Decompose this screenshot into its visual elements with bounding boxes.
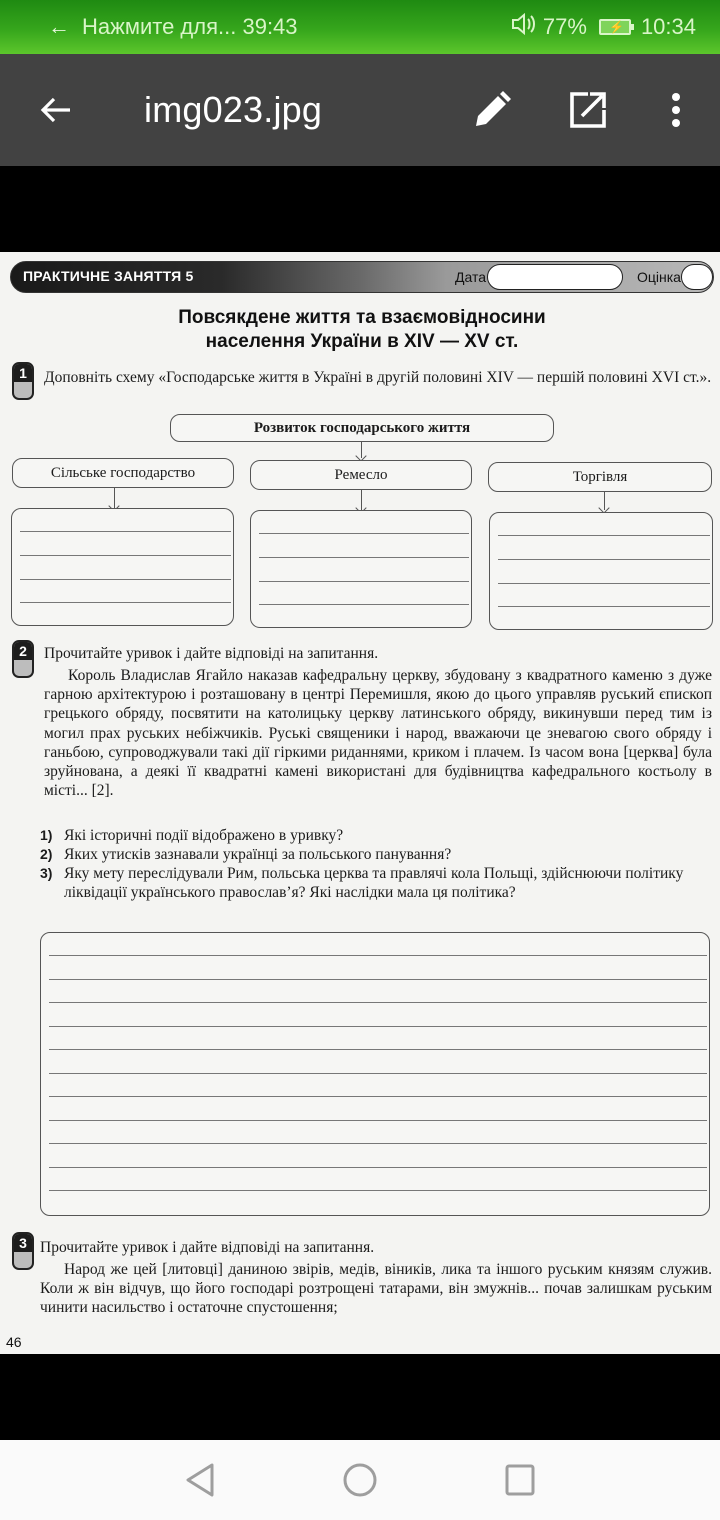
notification-chip[interactable] [48,14,298,40]
task-3-excerpt: Народ же цей [литовці] даниною звірів, медів, віників, лика та іншого руським князям служив. Коли ж він відчув, що його господарі розтрощені татарами, він змужнів... почав залишкам руським чинити насильство і остаточне спустошення; [40,1261,712,1317]
volume-icon [511,13,537,41]
answer-line [49,1049,707,1050]
answer-line [49,1167,707,1168]
answer-area-task-2 [40,932,710,1216]
task-2-instruction: Прочитайте уривок і дайте відповіді на запитання. [44,645,379,662]
file-title: img023.jpg [144,89,323,130]
pencil-icon [472,90,512,130]
arrow-left-icon [38,92,74,128]
notification-text: Нажмите для... 39:43 [82,14,298,39]
open-external-icon [568,90,608,130]
nav-home-button[interactable] [340,1460,380,1500]
nav-home-icon [342,1462,378,1498]
answer-line [49,1096,707,1097]
answer-line [49,1120,707,1121]
scheme-root-node: Розвиток господарського життя [170,414,554,442]
battery-percent: 77% [542,14,587,39]
page-title-line-1: Повсякдене життя та взаємовідносини [178,307,546,328]
answer-line [49,1190,707,1191]
lesson-label: ПРАКТИЧНЕ ЗАНЯТТЯ 5 [23,268,194,284]
answer-line [49,955,707,956]
nav-back-button[interactable] [180,1460,220,1500]
edit-button[interactable] [468,86,516,134]
nav-recents-icon [504,1463,536,1497]
open-external-button[interactable] [564,86,612,134]
page-title [0,306,720,354]
grade-label: Оцінка [637,269,681,285]
date-field [487,264,623,290]
arrow-down-icon [361,442,362,458]
status-bar [0,0,720,54]
page-title-line-2: населення України в XIV — XV ст. [205,331,519,352]
answer-line [49,1026,707,1027]
answer-box-crafts [250,510,472,628]
arrow-down-icon [604,492,605,510]
document-image[interactable] [0,252,720,1354]
arrow-down-icon [114,488,115,508]
task-badge-2: 2 [12,640,34,678]
back-button[interactable] [36,90,76,130]
page-number: 46 [6,1334,22,1350]
app-bar [0,54,720,166]
nav-back-icon [184,1462,216,1498]
scheme-node-agriculture: Сільське господарство [12,458,234,488]
task-2-excerpt: Король Владислав Ягайло наказав кафедральну церкву, збудовану з квадратного каменю з дуже гарною архітектурою і розташовану в центрі Перемишля, якою до цього управляв руський єпископ грецького обряду, посвятити на католицьку церкву латинського обряду, викинувши перед тим із могил прах руських небіжчиків. Руські священики і народ, вважаючи це зневагою свого обряду і ганьбою, супроводжували такі дії гіркими риданнями, криком і плачем. Із часом вона [церква] була зруйнована, а деякі її квадратні камені використані для будівництва кафедрального костьолу в місті... [2]. [44,667,712,800]
more-vertical-icon [670,92,682,128]
clock: 10:34 [640,14,696,39]
navigation-bar [0,1440,720,1520]
answer-line [49,1002,707,1003]
nav-recents-button[interactable] [500,1460,540,1500]
question-item: 1) Які історичні події відображено в уривку? [40,827,344,844]
task-3-instruction: Прочитайте уривок і дайте відповіді на запитання. [40,1239,375,1256]
question-item: 3) Яку мету переслідували Рим, польська церква та правлячі кола Польщі, здійснюючи політику ліквідації українського православ’я? Які наслідки мала ця політика? [40,865,684,901]
lesson-ribbon [10,261,714,293]
answer-line [49,1073,707,1074]
task-badge-3: 3 [12,1232,34,1270]
answer-line [49,979,707,980]
battery-charging-icon: ⚡ [599,19,631,35]
arrow-down-icon [361,490,362,510]
task-2-questions [40,826,712,902]
grade-field [681,264,713,290]
task-1-text: Доповніть схему «Господарське життя в Україні в другій половині XIV — першій половині XVI ст.». [44,369,712,386]
scheme-node-trade: Торгівля [488,462,712,492]
question-item: 2) Яких утисків зазнавали українці за польського панування? [40,846,452,863]
scheme-node-crafts: Ремесло [250,460,472,490]
answer-box-trade [489,512,713,630]
answer-line [49,1143,707,1144]
task-badge-1: 1 [12,362,34,400]
date-label: Дата [455,269,487,285]
return-arrow-icon: ← [48,14,70,39]
more-options-button[interactable] [652,86,700,134]
answer-box-agriculture [11,508,234,626]
